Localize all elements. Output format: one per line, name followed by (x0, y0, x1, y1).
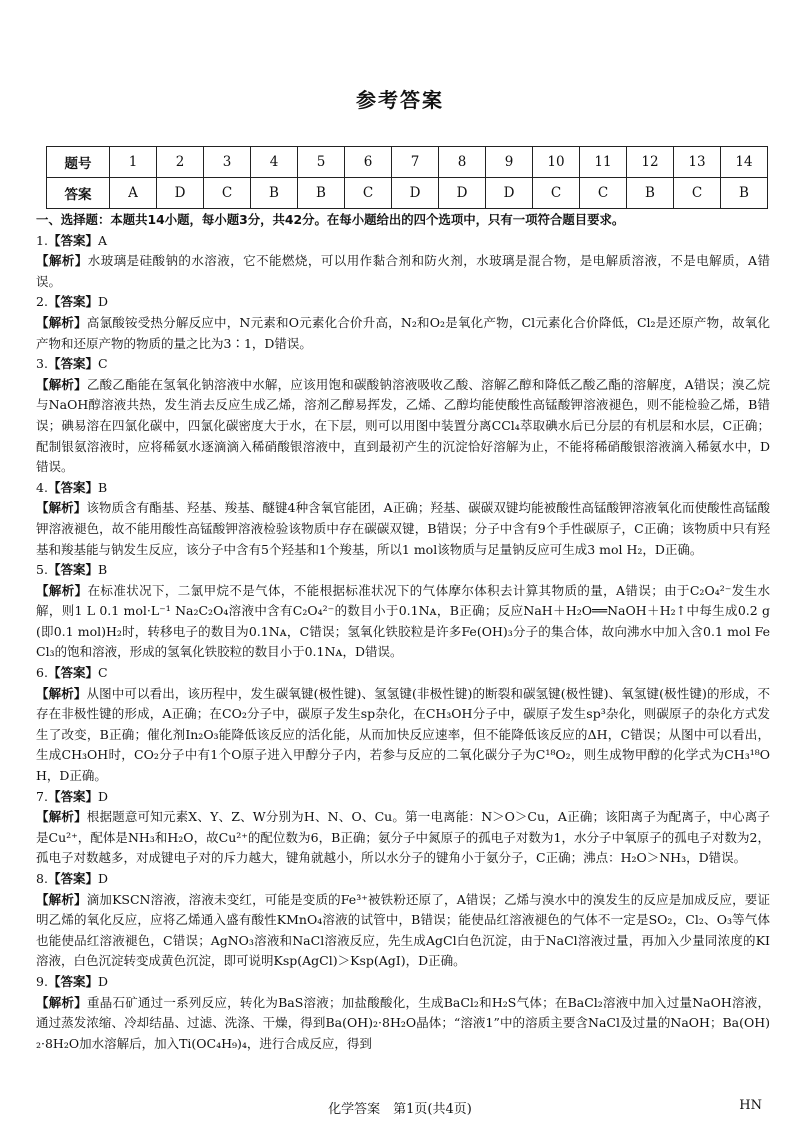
analysis-text: 从图中可以看出，该历程中，发生碳氧键(极性键)、氢氢键(非极性键)的断裂和碳氢键(极性键)、氧氢键(极性键)的形成，不存在非极性键的形成，A正确；在CO₂分子中，碳原子发生sp杂化，在CH₃OH分子中，碳原子发生sp³杂化，则碳原子的杂化方式发生了改变，B正确；催化剂In₂O₃能降低该反应的活化能，从而加快反应速率，但不能降低该反应的ΔH，C错误；从图中可以看出，生成CH₃OH时，CO₂分子中有1个O原子进入甲醇分子内，若参与反应的二氧化碳分子为C¹⁸O₂，则生成物甲醇的化学式为CH₃¹⁸OH，D正确。 (36, 685, 770, 784)
answer-tag: 【答案】 (47, 788, 98, 804)
answer-value: C (97, 356, 108, 372)
answer-cell: C (580, 178, 627, 209)
answer-cell: A (110, 178, 157, 209)
item-number: 4. (36, 479, 48, 495)
answer-row (47, 178, 768, 209)
question-number: 7 (392, 147, 439, 178)
answer-cell: B (298, 178, 345, 209)
analysis-paragraph (36, 684, 770, 787)
item-number: 6. (36, 665, 48, 681)
analysis-tag: 【解析】 (36, 314, 87, 330)
analysis-text: 水玻璃是硅酸钠的水溶液，它不能燃烧，可以用作黏合剂和防火剂，水玻璃是混合物，是电解质溶液，不是电解质，A错误。 (36, 253, 770, 289)
answer-tag: 【答案】 (47, 232, 98, 248)
analysis-tag: 【解析】 (36, 891, 87, 907)
analysis-paragraph (36, 890, 770, 972)
answer-cell: B (627, 178, 674, 209)
analysis-paragraph (36, 375, 770, 478)
analysis-text: 该物质含有酯基、羟基、羧基、醚键4种含氧官能团，A正确；羟基、碳碳双键均能被酸性高锰酸钾溶液氧化而使酸性高锰酸钾溶液褪色，故不能用酸性高锰酸钾溶液检验该物质中存在碳碳双键，B错误；分子中含有9个手性碳原子，C正确；该物质中只有羟基和羧基能与钠发生反应，该分子中含有5个羟基和1个羧基，所以1 mol该物质与足量钠反应可生成3 mol H₂，D正确。 (36, 500, 770, 557)
analysis-text: 重晶石矿通过一系列反应，转化为BaS溶液；加盐酸酸化，生成BaCl₂和H₂S气体；在BaCl₂溶液中加入过量NaOH溶液，通过蒸发浓缩、冷却结晶、过滤、洗涤、干燥，得到Ba(OH)₂·8H₂O晶体；“溶液1”中的溶质主要含NaCl及过量的NaOH；Ba(OH)₂·8H₂O加水溶解后，加入Ti(OC₄H₉)₄，进行合成反应，得到 (36, 994, 770, 1051)
footer-region-code: HN (739, 1098, 762, 1113)
analysis-tag: 【解析】 (36, 809, 87, 825)
answer-line (36, 972, 770, 993)
item-number: 3. (36, 356, 48, 372)
question-number: 11 (580, 147, 627, 178)
answer-line (36, 560, 770, 581)
answer-cell: C (204, 178, 251, 209)
question-number-row (47, 147, 768, 178)
answer-value: C (97, 665, 108, 681)
answer-value: B (97, 562, 108, 578)
answer-table (46, 146, 768, 209)
analysis-tag: 【解析】 (36, 500, 87, 516)
question-number: 4 (251, 147, 298, 178)
answer-cell: D (392, 178, 439, 209)
question-number: 5 (298, 147, 345, 178)
analysis-tag: 【解析】 (36, 582, 88, 598)
answer-explanations (36, 210, 770, 1054)
analysis-paragraph (36, 581, 770, 663)
answer-line (36, 354, 770, 375)
answer-line (36, 663, 770, 684)
answer-value: D (97, 294, 108, 310)
analysis-tag: 【解析】 (36, 376, 87, 392)
question-number: 14 (721, 147, 768, 178)
item-number: 8. (36, 871, 48, 886)
answer-value: D (97, 871, 108, 886)
answer-tag: 【答案】 (47, 973, 98, 989)
answer-tag: 【答案】 (47, 562, 98, 578)
answer-cell: C (674, 178, 721, 209)
answer-tag: 【答案】 (47, 294, 98, 310)
answer-line (36, 478, 770, 499)
analysis-tag: 【解析】 (36, 685, 87, 701)
answer-cell: B (251, 178, 298, 209)
answer-line (36, 869, 770, 890)
page-footer: 化学答案 第1页(共4页) (328, 1102, 472, 1117)
item-number: 7. (36, 788, 48, 804)
question-number: 2 (157, 147, 204, 178)
answer-value: D (97, 788, 108, 804)
answer-tag: 【答案】 (47, 356, 98, 372)
item-number: 9. (36, 973, 48, 989)
question-number: 3 (204, 147, 251, 178)
question-number: 13 (674, 147, 721, 178)
row-header-answer: 答案 (47, 178, 110, 209)
page-title: 参考答案 (356, 88, 444, 112)
analysis-text: 根据题意可知元素X、Y、Z、W分别为H、N、O、Cu。第一电离能：N＞O＞Cu，A正确；该阳离子为配离子，中心离子是Cu²⁺，配体是NH₃和H₂O，故Cu²⁺的配位数为6，B正确；氨分子中氮原子的孤电子对数为1，水分子中氧原子的孤电子对数为2，孤电子对数越多，对成键电子对的斥力越大，键角就越小，所以水分子的键角小于氨分子，C正确；沸点：H₂O＞NH₃，D错误。 (36, 809, 770, 866)
row-header-number: 题号 (47, 147, 110, 178)
answer-tag: 【答案】 (47, 871, 98, 886)
answer-cell: C (345, 178, 392, 209)
answer-cell: D (439, 178, 486, 209)
question-number: 1 (110, 147, 157, 178)
analysis-text: 滴加KSCN溶液，溶液未变红，可能是变质的Fe³⁺被铁粉还原了，A错误；乙烯与溴水中的溴发生的反应是加成反应，要证明乙烯的氧化反应，应将乙烯通入盛有酸性KMnO₄溶液的试管中，B错误；能使品红溶液褪色的气体不一定是SO₂，Cl₂、O₃等气体也能使品红溶液褪色，C错误；AgNO₃溶液和NaCl溶液反应，先生成AgCl白色沉淀，由于NaCl溶液过量，再加入少量同浓度的KI溶液，白色沉淀转变成黄色沉淀，即可说明Ksp(AgCl)＞Ksp(AgI)，D正确。 (36, 891, 770, 969)
answer-cell: B (721, 178, 768, 209)
answer-value: B (97, 479, 108, 495)
answer-line (36, 292, 770, 313)
item-number: 2. (36, 294, 48, 310)
analysis-paragraph (36, 807, 770, 869)
answer-line (36, 231, 770, 252)
question-number: 6 (345, 147, 392, 178)
analysis-paragraph (36, 313, 770, 354)
answer-line (36, 787, 770, 808)
analysis-text: 在标准状况下，二氯甲烷不是气体，不能根据标准状况下的气体摩尔体积去计算其物质的量，A错误；由于C₂O₄²⁻发生水解，则1 L 0.1 mol·L⁻¹ Na₂C₂O₄溶液中含有C₂O₄²⁻的数目小于0.1Nᴀ，B正确；反应NaH＋H₂O══NaOH＋H₂↑中每生成0.2 g(即0.1 mol)H₂时，转移电子的数目为0.1Nᴀ，C错误；氢氧化铁胶粒是许多Fe(OH)₃分子的集合体，故向沸水中加入含0.1 mol FeCl₃的饱和溶液，形成的氢氧化铁胶粒的数目小于0.1Nᴀ，D错误。 (36, 582, 770, 660)
analysis-text: 乙酸乙酯能在氢氧化钠溶液中水解，应该用饱和碳酸钠溶液吸收乙酸、溶解乙醇和降低乙酸乙酯的溶解度，A错误；溴乙烷与NaOH醇溶液共热，发生消去反应生成乙烯，溶剂乙醇易挥发，乙烯、乙醇均能使酸性高锰酸钾溶液褪色，则不能检验乙烯，B错误；碘易溶在四氯化碳中，四氯化碳密度大于水，在下层，则可以用图中装置分离CCl₄萃取碘水后已分层的有机层和水层，C正确；配制银氨溶液时，应将稀氨水逐滴滴入稀硝酸银溶液中，直到最初产生的沉淀恰好溶解为止，不能将稀硝酸银溶液滴入稀氨水中，D错误。 (36, 376, 770, 475)
question-number: 12 (627, 147, 674, 178)
answer-value: A (97, 232, 107, 248)
answer-cell: C (533, 178, 580, 209)
analysis-tag: 【解析】 (36, 994, 87, 1010)
analysis-paragraph (36, 251, 770, 292)
answer-tag: 【答案】 (47, 665, 98, 681)
answer-cell: D (486, 178, 533, 209)
analysis-paragraph (36, 498, 770, 560)
item-number: 5. (36, 562, 48, 578)
section-title: 一、选择题：本题共14小题，每小题3分，共42分。在每小题给出的四个选项中，只有一项符合题目要求。 (36, 212, 625, 227)
analysis-text: 高氯酸铵受热分解反应中，N元素和O元素化合价升高，N₂和O₂是氧化产物，Cl元素化合价降低，Cl₂是还原产物，故氧化产物和还原产物的物质的量之比为3∶1，D错误。 (36, 314, 770, 351)
answer-cell: D (157, 178, 204, 209)
analysis-paragraph (36, 993, 770, 1055)
question-number: 9 (486, 147, 533, 178)
answer-value: D (97, 973, 108, 989)
question-number: 8 (439, 147, 486, 178)
answer-tag: 【答案】 (47, 479, 98, 495)
analysis-tag: 【解析】 (36, 253, 88, 269)
question-number: 10 (533, 147, 580, 178)
item-number: 1. (36, 232, 48, 248)
